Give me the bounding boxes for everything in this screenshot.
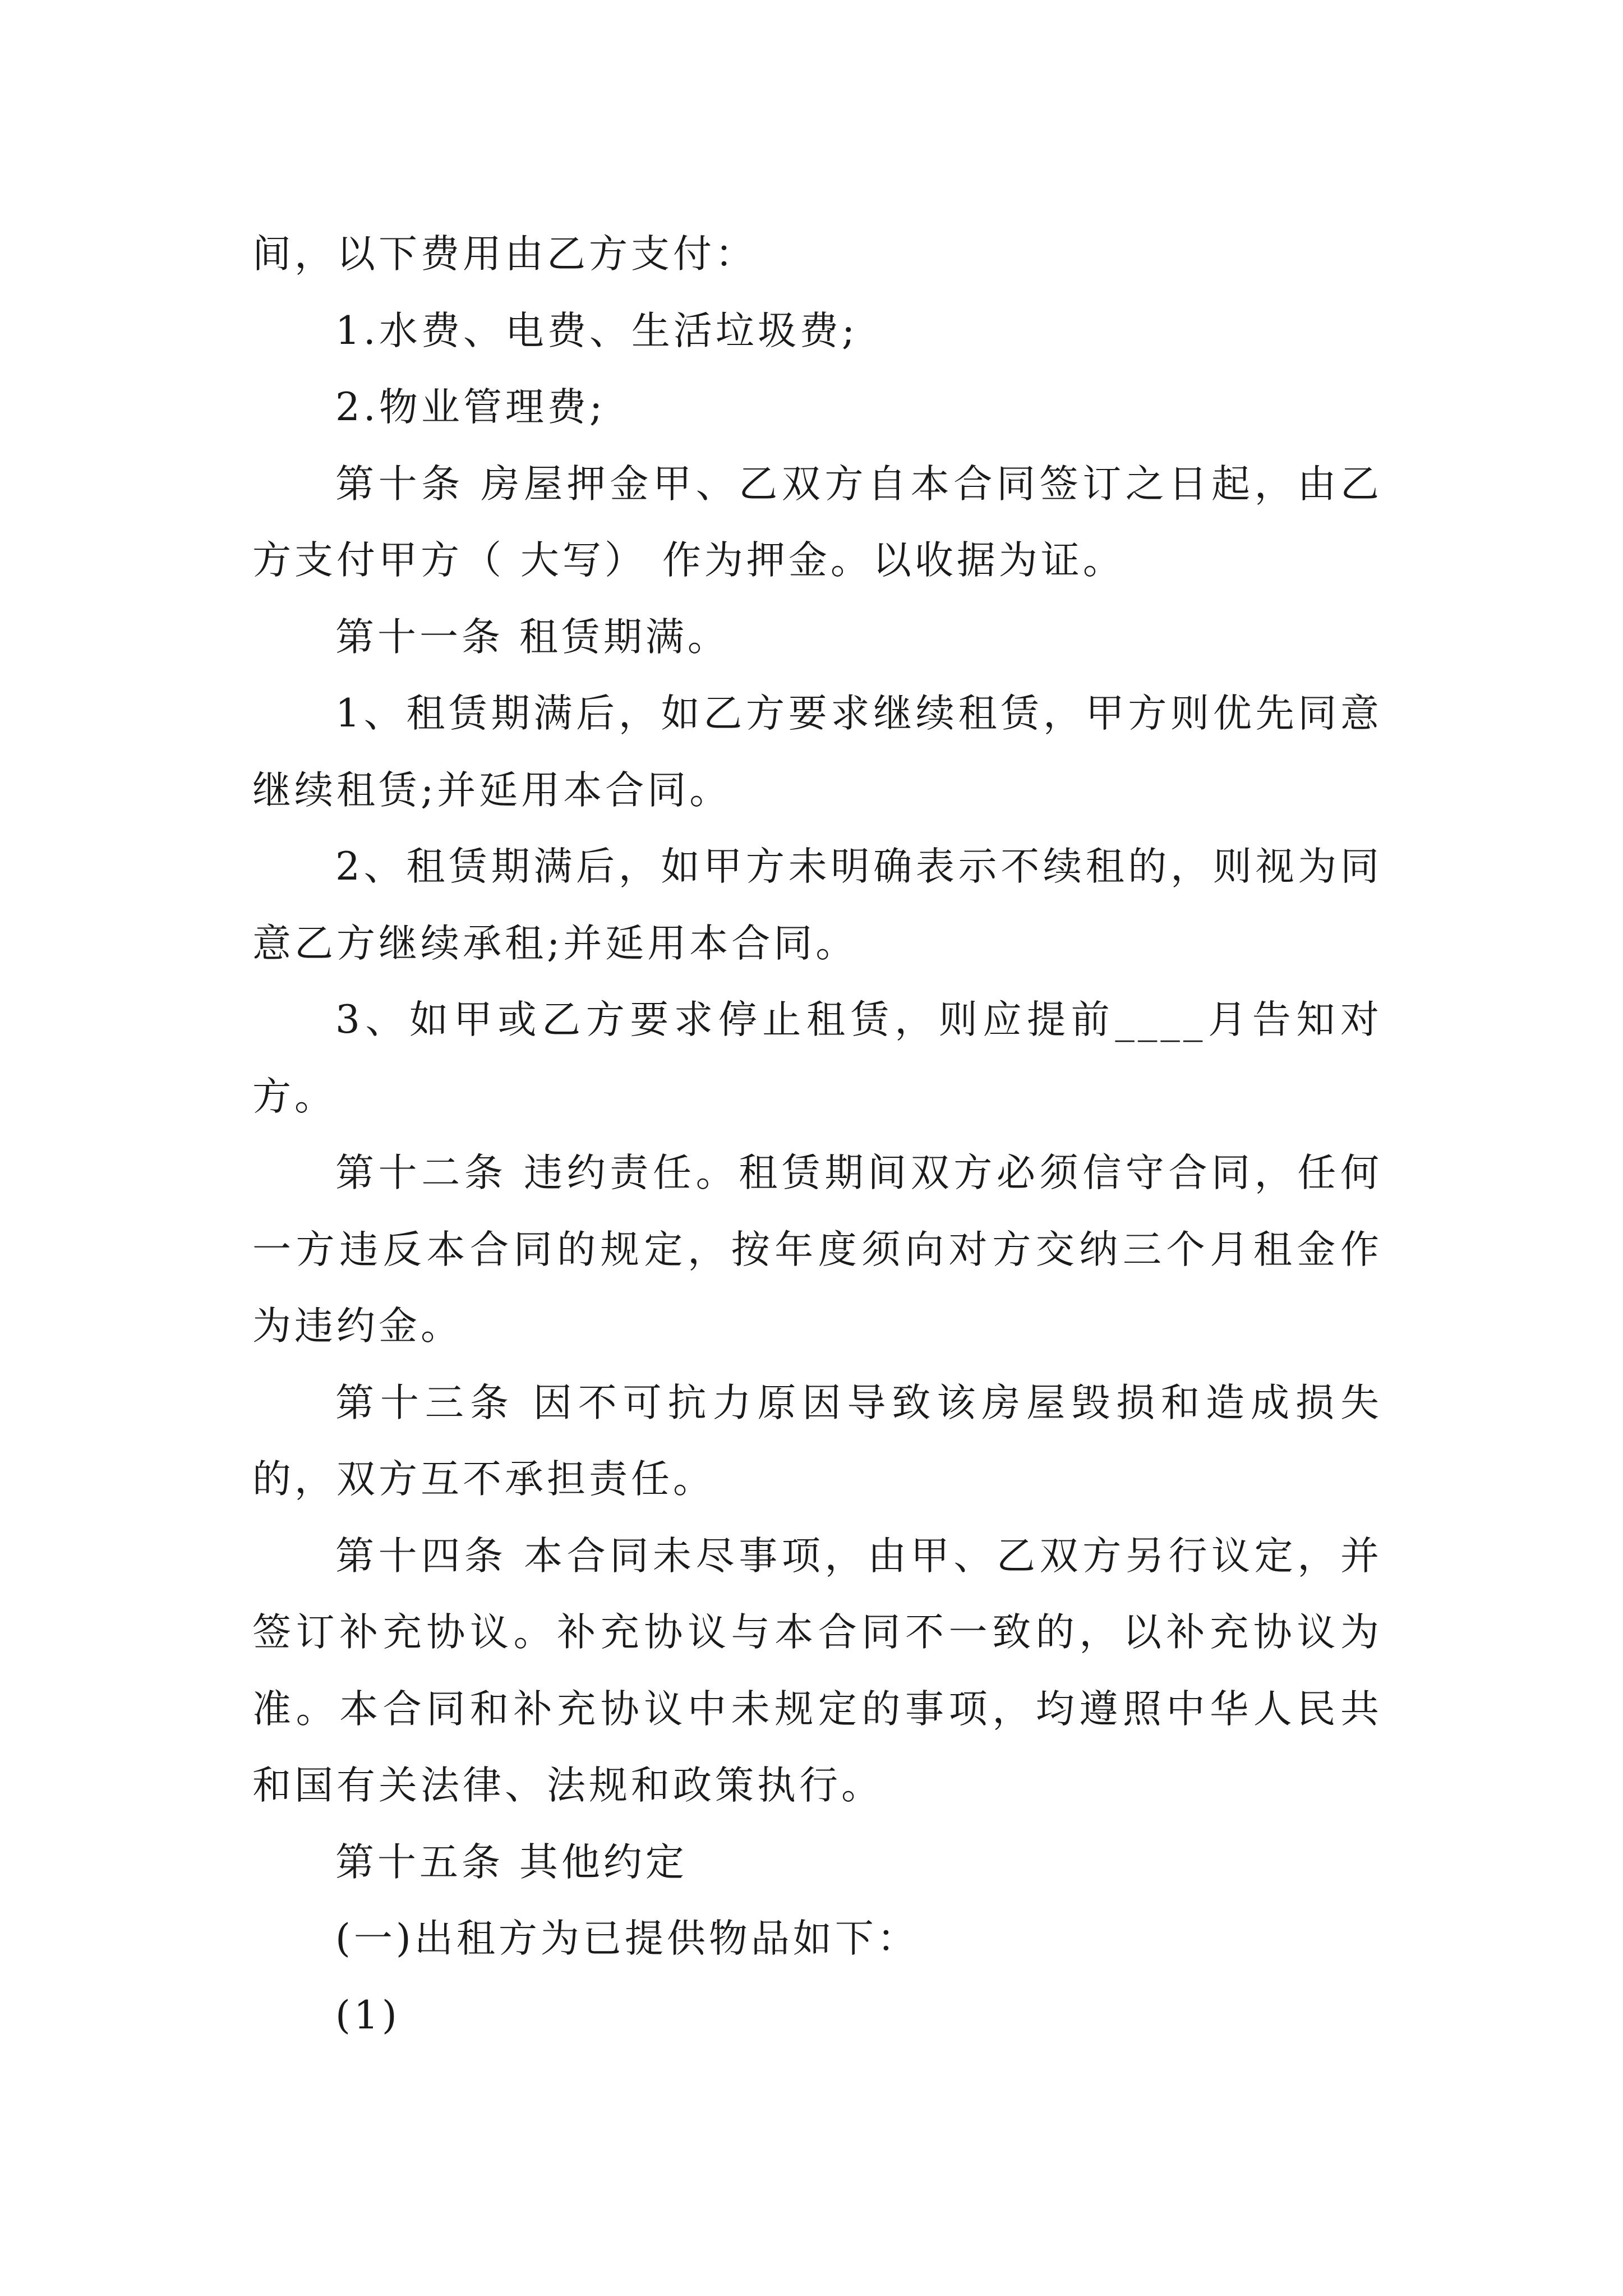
- paragraph: 间，以下费用由乙方支付：: [252, 232, 757, 277]
- paragraph: (1): [335, 1993, 400, 2038]
- article-13-force-majeure: 第十三条 因不可抗力原因导致该房屋毁损和造成损失的，双方互不承担责任。: [252, 1380, 1382, 1502]
- article-12-liability: 第十二条 违约责任。租赁期间双方必须信守合同，任何一方违反本合同的规定，按年度须向对方交纳三个月租金作为违约金。: [252, 1151, 1382, 1349]
- article-11-heading: 第十一条 租赁期满。: [335, 614, 730, 660]
- article-14-supplement: 第十四条 本合同未尽事项，由甲、乙双方另行议定，并签订补充协议。补充协议与本合同不一致的，以补充协议为准。本合同和补充协议中未规定的事项，均遵照中华人民共和国有关法律、法规和政策执行。: [252, 1533, 1382, 1808]
- paragraph: (一)出租方为已提供物品如下：: [335, 1916, 919, 1961]
- paragraph: 2、租赁期满后，如甲方未明确表示不续租的，则视为同意乙方继续承租;并延用本合同。: [252, 844, 1382, 966]
- paragraph: 1、租赁期满后，如乙方要求继续租赁，甲方则优先同意继续租赁;并延用本合同。: [252, 691, 1382, 813]
- article-15-heading: 第十五条 其他约定: [335, 1839, 688, 1885]
- article-10-deposit: 第十条 房屋押金甲、乙双方自本合同签订之日起，由乙方支付甲方（ 大写） 作为押金。以收据为证。: [252, 461, 1382, 583]
- document-page: [252, 216, 1382, 2054]
- paragraph: 1.水费、电费、生活垃圾费;: [335, 308, 859, 353]
- paragraph: 3、如甲或乙方要求停止租赁，则应提前____月告知对方。: [252, 997, 1382, 1119]
- paragraph: 2.物业管理费;: [335, 385, 606, 430]
